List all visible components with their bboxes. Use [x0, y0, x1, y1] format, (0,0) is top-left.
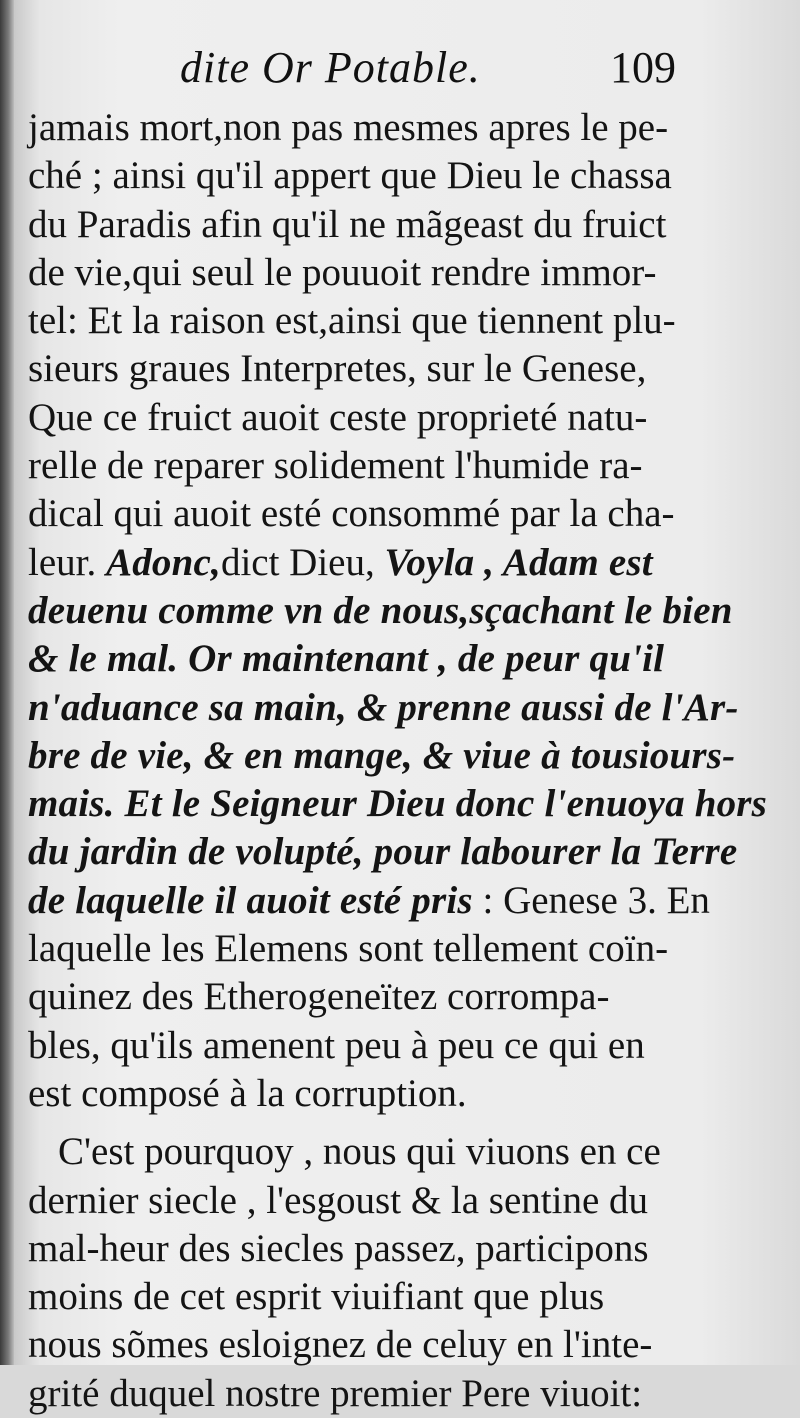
text-line: jamais mort,non pas mesmes apres le pe- [28, 106, 669, 149]
text-line: laquelle les Elemens sont tellement coïn- [28, 927, 669, 971]
text-line-mixed [28, 539, 686, 587]
text-line: dernier siecle , l'esgoust & la sentine du [28, 1178, 649, 1222]
text-line: nous sõmes esloignez de celuy en l'inte- [28, 1323, 653, 1367]
italic-segment: Adonc, [105, 540, 221, 584]
text-line: quinez des Etherogeneïtez corrompa- [28, 975, 610, 1019]
italic-line: du jardin de volupté, pour labourer la Terre [28, 830, 738, 874]
page-gutter-shadow [0, 0, 14, 1365]
text-line: est composé à la corruption. [28, 1071, 467, 1115]
text-line: de vie,qui seul le pouuoit rendre immor- [28, 250, 657, 294]
italic-line: bre de vie, & en mange, & viue à tousiours- [28, 733, 736, 777]
italic-line: n'aduance sa main, & prenne aussi de l'Ar- [28, 685, 739, 729]
text-line: grité duquel nostre premier Pere viuoit: [28, 1371, 643, 1415]
text-segment: dict Dieu, [220, 540, 385, 584]
italic-segment: Voyla , Adam est [384, 540, 653, 584]
italic-line: mais. Et le Seigneur Dieu donc l'enuoya hors [28, 782, 768, 826]
body-text [28, 104, 768, 1418]
italic-line: & le mal. Or maintenant , de peur qu'il [28, 637, 665, 681]
text-segment: : Genese 3. En [472, 878, 710, 922]
text-line: mal-heur des siecles passez, participons [28, 1226, 649, 1270]
text-line: du Paradis afin qu'il ne mãgeast du fruict [28, 202, 667, 246]
italic-line: deuenu comme vn de nous,sçachant le bien [28, 588, 733, 632]
text-line: ché ; ainsi qu'il appert que Dieu le chassa [28, 154, 672, 198]
text-segment: leur. [28, 540, 106, 584]
text-line: dical qui auoit esté consommé par la cha- [28, 492, 675, 536]
text-line: moins de cet esprit viuifiant que plus [28, 1275, 605, 1319]
text-line: bles, qu'ils amenent peu à peu ce qui en [28, 1023, 645, 1067]
text-line: Que ce fruict auoit ceste proprieté natu- [28, 395, 648, 439]
text-line: C'est pourquoy , nous qui viuons en ce [58, 1130, 661, 1174]
paragraph-gap [28, 1118, 686, 1128]
italic-segment: de laquelle il auoit esté pris [28, 878, 473, 922]
text-line: tel: Et la raison est,ainsi que tiennent plu- [28, 299, 676, 343]
text-line: relle de reparer solidement l'humide ra- [28, 444, 643, 488]
running-title: dite Or Potable. [180, 43, 481, 92]
page-number: 109 [610, 43, 676, 92]
page-header [0, 42, 800, 102]
text-line-mixed [28, 877, 710, 925]
text-line: sieurs graues Interpretes, sur le Genese, [28, 347, 647, 391]
